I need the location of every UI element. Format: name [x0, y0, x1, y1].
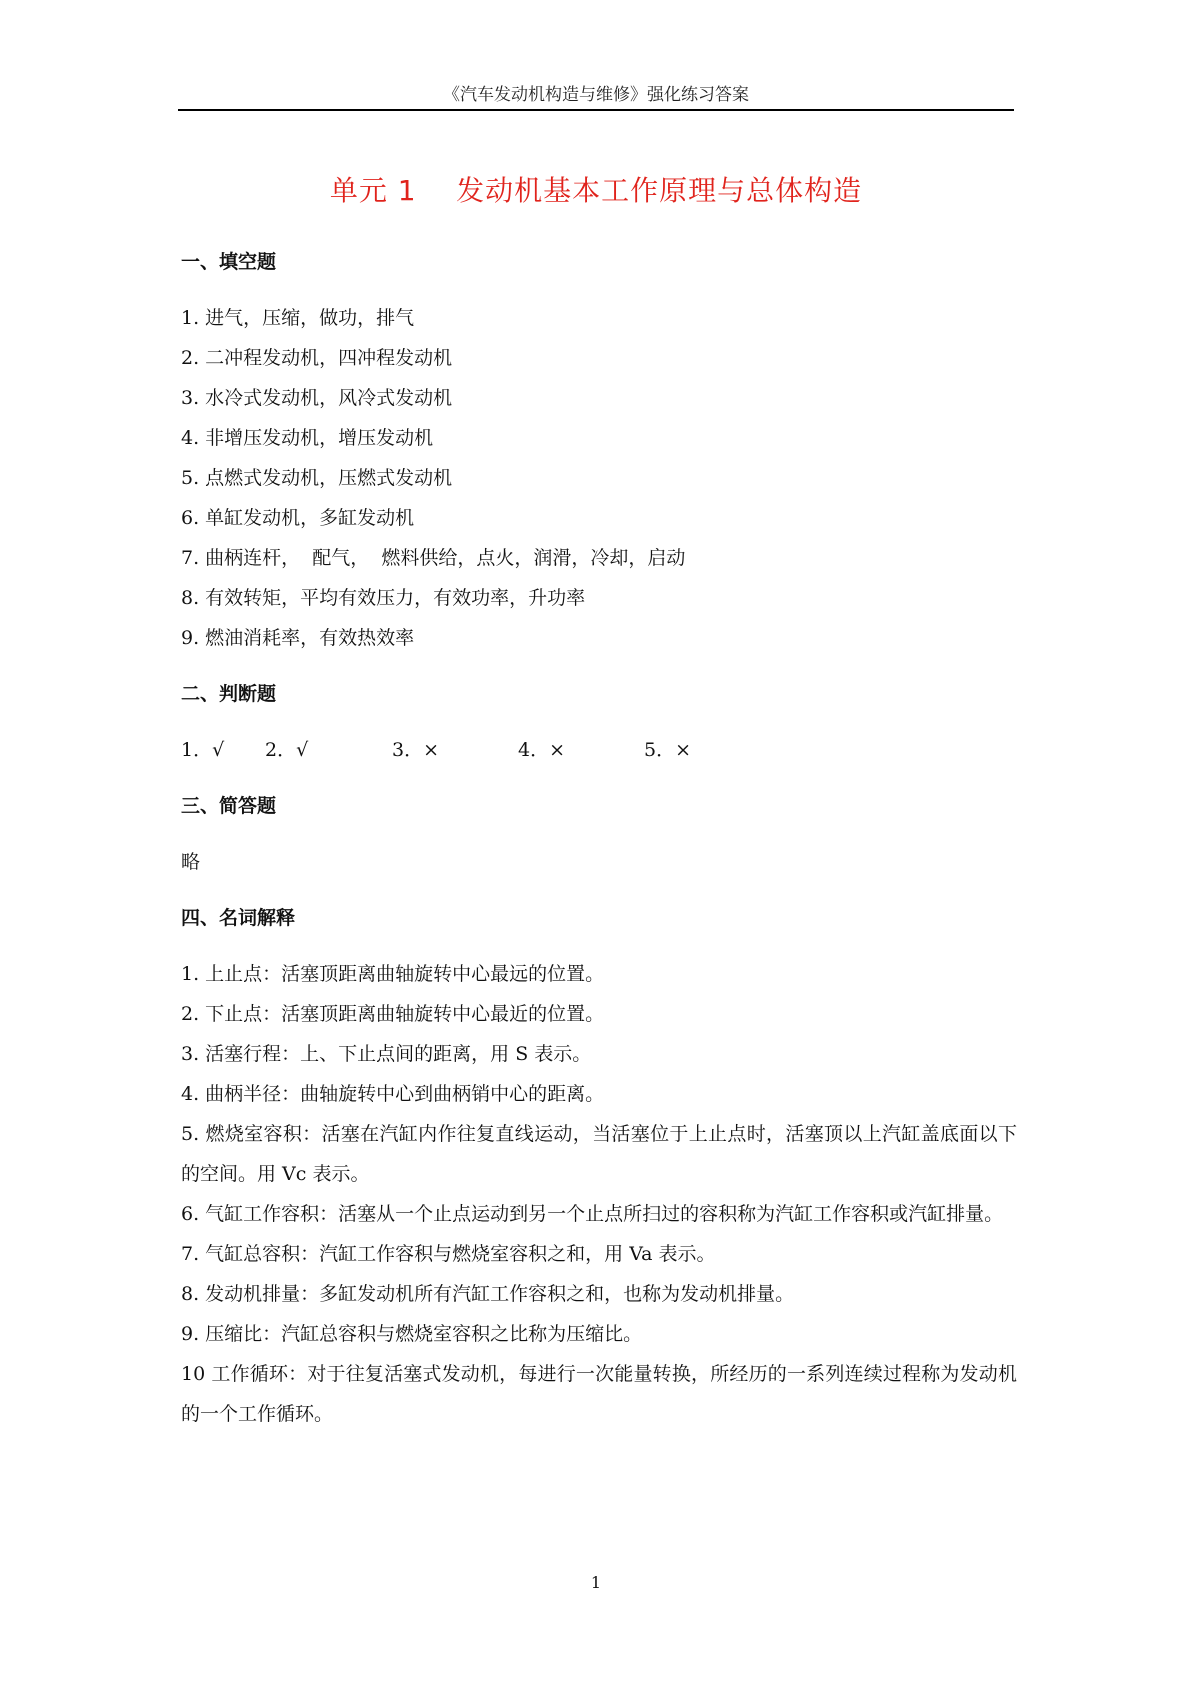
- term-item: 2. 下止点：活塞顶距离曲轴旋转中心最近的位置。: [181, 1003, 605, 1025]
- fill-blank-item: 5. 点燃式发动机，压燃式发动机: [181, 467, 453, 489]
- fill-blank-item: 9. 燃油消耗率，有效热效率: [181, 627, 415, 649]
- terms-list: [181, 954, 1017, 1434]
- section-title-fill-blank: 一、填空题: [181, 251, 277, 273]
- term-item: 5. 燃烧室容积：活塞在汽缸内作往复直线运动，当活塞位于上止点时，活塞顶以上汽缸盖底面以下的空间。用 Vc 表示。: [181, 1123, 1017, 1185]
- section-title-terms: 四、名词解释: [181, 907, 296, 929]
- term-item: 7. 气缸总容积：汽缸工作容积与燃烧室容积之和，用 Va 表示。: [181, 1243, 716, 1265]
- true-false-answers: [181, 730, 1017, 770]
- true-false-answer: 2．√: [265, 739, 309, 761]
- true-false-answer: 4．×: [518, 739, 566, 761]
- true-false-answer: 5．×: [644, 739, 692, 761]
- term-item: 4. 曲柄半径：曲轴旋转中心到曲柄销中心的距离。: [181, 1083, 605, 1105]
- term-item: 3. 活塞行程：上、下止点间的距离，用 S 表示。: [181, 1043, 592, 1065]
- true-false-answer: 3．×: [392, 739, 440, 761]
- term-item: 6. 气缸工作容积：活塞从一个止点运动到另一个止点所扫过的容积称为汽缸工作容积或汽缸排量。: [181, 1203, 1004, 1225]
- term-item: 10 工作循环：对于往复活塞式发动机，每进行一次能量转换，所经历的一系列连续过程称为发动机的一个工作循环。: [181, 1363, 1017, 1425]
- unit-title: 单元 1 发动机基本工作原理与总体构造: [329, 174, 863, 207]
- fill-blank-item: 3. 水冷式发动机，风冷式发动机: [181, 387, 453, 409]
- fill-blank-item: 8. 有效转矩，平均有效压力，有效功率，升功率: [181, 587, 586, 609]
- header-rule: [178, 109, 1014, 111]
- true-false-answer: 1．√: [181, 739, 225, 761]
- page-header: 《汽车发动机构造与维修》强化练习答案: [443, 85, 749, 105]
- fill-blank-item: 7. 曲柄连杆， 配气， 燃料供给，点火，润滑，冷却，启动: [181, 547, 686, 569]
- section-title-true-false: 二、判断题: [181, 683, 277, 705]
- document-body: [181, 242, 1017, 1434]
- page-number: 1: [590, 1573, 602, 1592]
- term-item: 8. 发动机排量：多缸发动机所有汽缸工作容积之和，也称为发动机排量。: [181, 1283, 795, 1305]
- fill-blank-item: 4. 非增压发动机，增压发动机: [181, 427, 434, 449]
- term-item: 1. 上止点：活塞顶距离曲轴旋转中心最远的位置。: [181, 963, 605, 985]
- short-answer-text: 略: [181, 851, 201, 873]
- fill-blank-item: 1. 进气，压缩，做功，排气: [181, 307, 415, 329]
- term-item: 9. 压缩比：汽缸总容积与燃烧室容积之比称为压缩比。: [181, 1323, 643, 1345]
- fill-blank-item: 6. 单缸发动机，多缸发动机: [181, 507, 415, 529]
- fill-blank-list: [181, 298, 1017, 658]
- fill-blank-item: 2. 二冲程发动机，四冲程发动机: [181, 347, 453, 369]
- section-title-short-answer: 三、简答题: [181, 795, 277, 817]
